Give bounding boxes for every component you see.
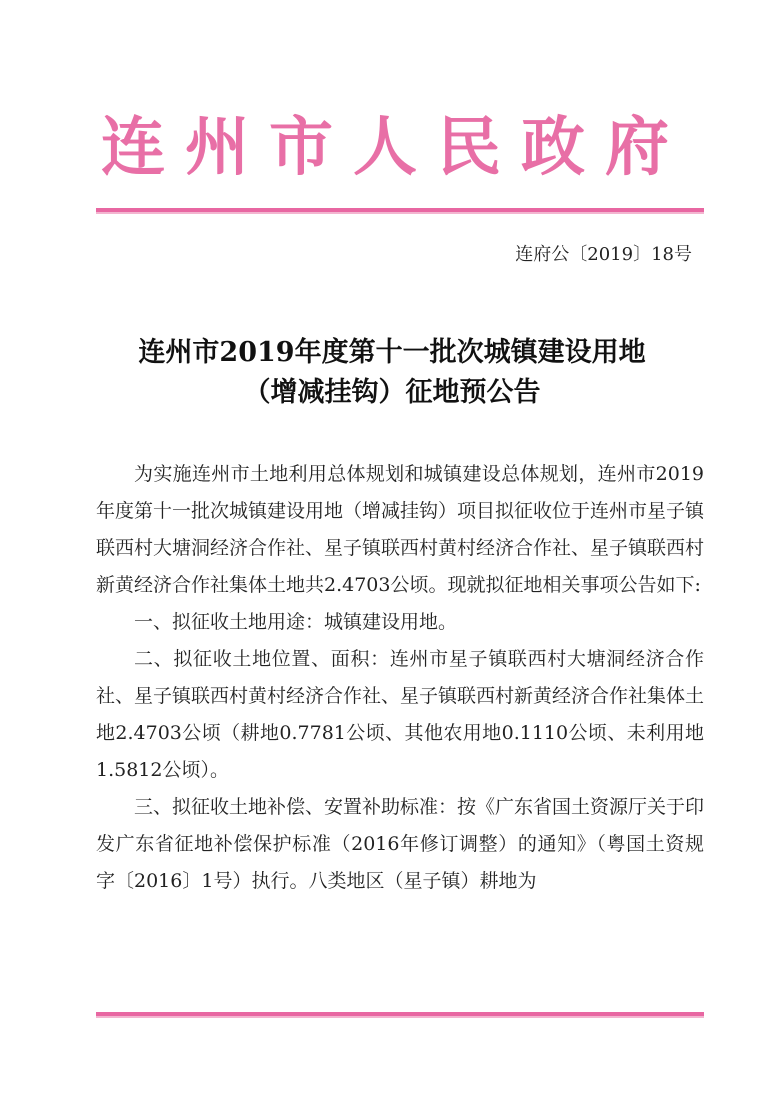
document-title-line1: 连州市2019年度第十一批次城镇建设用地 [138,337,646,368]
body-paragraph-3: 三、拟征收土地补偿、安置补助标准：按《广东省国土资源厅关于印发广东省征地补偿保护标准（2016年修订调整）的通知》（粤国土资规字〔2016〕1号）执行。八类地区（星子镇）耕地为 [96,796,705,892]
footer-divider [96,1012,704,1016]
document-title-line2: （增减挂钩）征地预公告 [243,377,541,408]
document-number: 连府公〔2019〕18号 [515,244,692,265]
body-paragraph-2: 二、拟征收土地位置、面积：连州市星子镇联西村大塘洞经济合作社、星子镇联西村黄村经济合作社、星子镇联西村新黄经济合作社集体土地2.4703公顷（耕地0.7781公顷、其他农用地0.1110公顷、未利用地1.5812公顷）。 [96,648,705,781]
issuer-header: 连州市人民政府 [101,110,689,185]
document-body [96,456,704,900]
body-paragraph-intro: 为实施连州市土地利用总体规划和城镇建设总体规划，连州市2019年度第十一批次城镇建设用地（增减挂钩）项目拟征收位于连州市星子镇联西村大塘洞经济合作社、星子镇联西村黄村经济合作社、星子镇联西村新黄经济合作社集体土地共2.4703公顷。现就拟征地相关事项公告如下: [96,463,705,596]
body-paragraph-1: 一、拟征收土地用途：城镇建设用地。 [134,611,458,633]
header-divider [96,208,704,212]
